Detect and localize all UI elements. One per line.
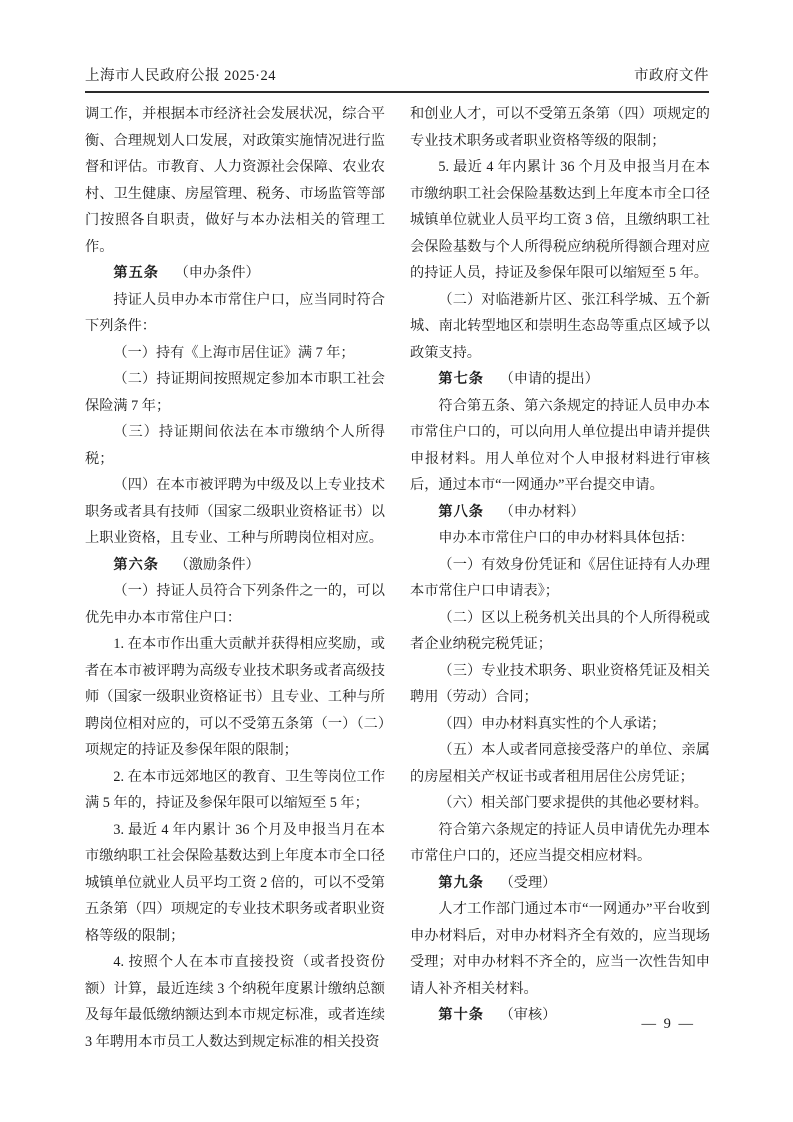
- article-title: （受理）: [499, 874, 557, 891]
- article-heading: [85, 552, 385, 579]
- paragraph: 符合第五条、第六条规定的持证人员申办本市常住户口的，可以向用人单位提出申请并提供申报材料。用人单位对个人申报材料进行审核后，通过本市“一网通办”平台提交申请。: [410, 397, 710, 493]
- paragraph: （五）本人或者同意接受落户的单位、亲属的房屋相关产权证书或者租用居住公房凭证；: [410, 742, 710, 785]
- paragraph: 符合第六条规定的持证人员申请优先办理本市常住户口的，还应当提交相应材料。: [410, 821, 710, 864]
- paragraph: 调工作，并根据本市经济社会发展状况，综合平衡、合理规划人口发展，对政策实施情况进行监督和评估。市教育、人力资源社会保障、农业农村、卫生健康、房屋管理、税务、市场监管等部门按照各自职责，做好与本办法相关的管理工作。: [85, 106, 385, 255]
- article-title: （审核）: [499, 1007, 557, 1023]
- paragraph: （六）相关部门要求提供的其他必要材料。: [438, 795, 708, 811]
- paragraph: （二）区以上税务机关出具的个人所得税或者企业纳税完税凭证；: [410, 609, 710, 652]
- article-number: 第九条: [438, 874, 484, 891]
- paragraph: （二）对临港新片区、张江科学城、五个新城、南北转型地区和崇明生态岛等重点区域予以政策支持。: [410, 291, 710, 361]
- page-header: [85, 64, 709, 85]
- paragraph: 持证人员申办本市常住户口，应当同时符合下列条件：: [85, 291, 385, 334]
- paragraph: 人才工作部门通过本市“一网通办”平台收到申办材料后，对申办材料齐全有效的，应当现场受理；对申办材料不齐全的，应当一次性告知申请人补齐相关材料。: [410, 901, 710, 997]
- article-number: 第六条: [113, 556, 159, 573]
- article-title: （申请的提出）: [499, 371, 599, 387]
- article-title: （激励条件）: [174, 556, 260, 573]
- paragraph: 2. 在本市远郊地区的教育、卫生等岗位工作满 5 年的，持证及参保年限可以缩短至 5 年；: [85, 768, 385, 811]
- article-heading: [410, 499, 710, 526]
- paragraph: （四）申办材料真实性的个人承诺；: [438, 715, 666, 732]
- paragraph: （一）持证人员符合下列条件之一的，可以优先申办本市常住户口：: [85, 583, 385, 626]
- paragraph: （二）持证期间按照规定参加本市职工社会保险满 7 年；: [85, 371, 385, 414]
- article-number: 第七条: [438, 371, 484, 387]
- article-number: 第十条: [438, 1007, 484, 1023]
- article-heading: [410, 366, 710, 393]
- column-left: [85, 101, 385, 1055]
- paragraph: （四）在本市被评聘为中级及以上专业技术职务或者具有技师（国家二级职业资格证书）以上职业资格，且专业、工种与所聘岗位相对应。: [85, 477, 385, 546]
- page-number: — 9 —: [641, 1016, 695, 1032]
- article-number: 第八条: [438, 503, 484, 520]
- article-heading: [85, 260, 385, 287]
- paragraph: （一）有效身份凭证和《居住证持有人办理本市常住户口申请表》；: [410, 556, 710, 599]
- column-right: [410, 101, 710, 1029]
- paragraph: 3. 最近 4 年内累计 36 个月及申报当月在本市缴纳职工社会保险基数达到上年度本市全口径城镇单位就业人员平均工资 2 倍的，可以不受第五条第（四）项规定的专业技术职务或者职业资格等级的限制；: [85, 821, 385, 944]
- paragraph: （三）专业技术职务、职业资格凭证及相关聘用（劳动）合同；: [410, 662, 710, 705]
- article-heading: [410, 870, 710, 897]
- article-title: （申办材料）: [499, 503, 585, 520]
- paragraph: 和创业人才，可以不受第五条第（四）项规定的专业技术职务或者职业资格等级的限制；: [410, 106, 710, 149]
- paragraph: 4. 按照个人在本市直接投资（或者投资份额）计算，最近连续 3 个纳税年度累计缴纳总额及每年最低缴纳额达到本市规定标准，或者连续 3 年聘用本市员工人数达到规定标准的相关投资: [85, 954, 385, 1050]
- paragraph: 申办本市常住户口的申办材料具体包括：: [438, 530, 694, 546]
- paragraph: （三）持证期间依法在本市缴纳个人所得税；: [85, 424, 385, 467]
- paragraph: 1. 在本市作出重大贡献并获得相应奖励，或者在本市被评聘为高级专业技术职务或者高级技师（国家一级职业资格证书）且专业、工种与所聘岗位相对应的，可以不受第五条第（一）（二）项规定的持证及参保年限的限制；: [85, 636, 385, 758]
- article-number: 第五条: [113, 265, 159, 281]
- paragraph: （一）持有《上海市居住证》满 7 年；: [113, 344, 355, 361]
- article-title: （申办条件）: [174, 265, 260, 281]
- header-gazette-title: 上海市人民政府公报 2025·24: [85, 68, 276, 84]
- header-section-label: 市政府文件: [634, 68, 709, 84]
- paragraph: 5. 最近 4 年内累计 36 个月及申报当月在本市缴纳职工社会保险基数达到上年度本市全口径城镇单位就业人员平均工资 3 倍，且缴纳职工社会保险基数与个人所得税应纳税所得额合理对应的持证人员，持证及参保年限可以缩短至 5 年。: [410, 159, 710, 281]
- header-rule: [85, 91, 709, 93]
